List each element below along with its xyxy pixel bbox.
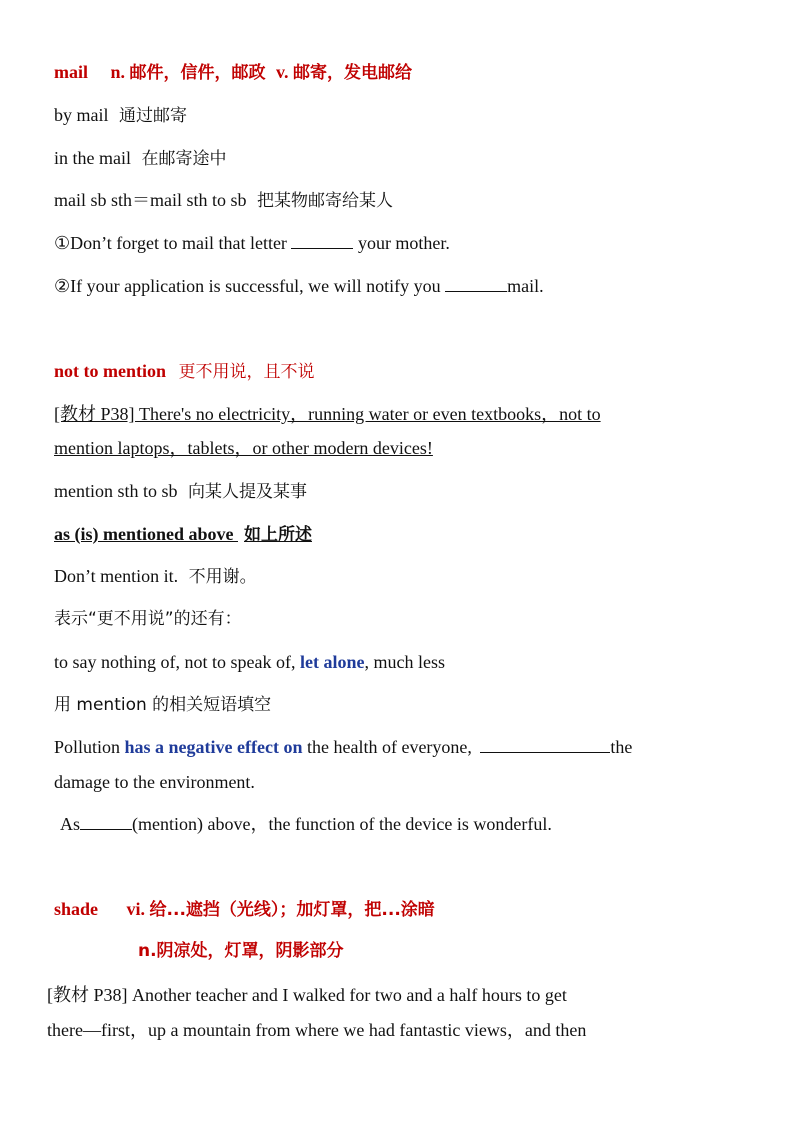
phrase-en: mail sb sth＝mail sth to sb bbox=[54, 190, 247, 210]
phrase-zh: 把某物邮寄给某人 bbox=[257, 191, 394, 211]
fill-blank[interactable] bbox=[80, 813, 132, 830]
mention-exercise-2 bbox=[60, 813, 552, 835]
phrase-en: by mail bbox=[54, 105, 109, 125]
headword-definition: 更不用说，且不说 bbox=[178, 362, 315, 382]
exercise-text: Pollution bbox=[54, 737, 121, 757]
headword-mail: mail bbox=[54, 62, 88, 82]
phrase-dont-mention-it bbox=[54, 565, 257, 588]
phrase-zh: 向某人提及某事 bbox=[188, 482, 308, 502]
shade-noun-definition: n.阴凉处，灯罩，阴影部分 bbox=[138, 941, 344, 961]
phrase-en: as (is) mentioned above bbox=[54, 524, 234, 544]
fill-blank[interactable] bbox=[291, 232, 353, 249]
fill-instruction bbox=[54, 693, 271, 716]
phrase-mail-sb-sth bbox=[54, 189, 393, 212]
synonyms-label: 表示“更不用说”的还有： bbox=[54, 609, 242, 629]
mail-heading bbox=[54, 61, 412, 84]
mail-exercise-1 bbox=[54, 232, 450, 254]
mail-exercise-2 bbox=[54, 275, 544, 297]
def-noun: 邮件，信件，邮政 bbox=[129, 63, 266, 83]
pos-verb: v. bbox=[276, 62, 289, 82]
phrase-by-mail bbox=[54, 104, 187, 127]
headword-shade: shade bbox=[54, 899, 99, 919]
mention-exercise-1-line-2: damage to the environment. bbox=[54, 772, 255, 792]
phrase-zh: 如上所述 bbox=[244, 525, 312, 545]
mention-exercise-1-line-1 bbox=[54, 736, 632, 758]
def-verb: 邮寄，发电邮给 bbox=[293, 63, 413, 83]
phrase-en: mention sth to sb bbox=[54, 481, 178, 501]
phrase-zh: 在邮寄途中 bbox=[141, 149, 227, 169]
exercise-text: mail. bbox=[507, 276, 544, 296]
phrase-en: in the mail bbox=[54, 148, 131, 168]
pos-vi: vi. bbox=[126, 899, 146, 919]
exercise-text: As bbox=[60, 814, 81, 834]
instruction-text: 用 mention 的相关短语填空 bbox=[54, 695, 272, 715]
exercise-text: the health of everyone, bbox=[306, 737, 472, 757]
phrase-as-mentioned-above bbox=[54, 523, 312, 546]
textbook-quote-line-1: [教材 P38] There's no electricity，running water or even textbooks，not to bbox=[54, 404, 601, 424]
exercise-number: ② bbox=[54, 276, 71, 296]
exercise-text: (mention) above，the function of the device is wonderful. bbox=[132, 814, 552, 834]
textbook-quote-line-2: mention laptops，tablets，or other modern devices! bbox=[54, 438, 433, 458]
shade-textbook-line-1: [教材 P38] Another teacher and I walked for two and a half hours to get bbox=[47, 985, 567, 1005]
phrase-mention-sth-to-sb bbox=[54, 480, 307, 503]
phrase-zh: 不用谢。 bbox=[188, 567, 257, 587]
fill-blank[interactable] bbox=[445, 275, 507, 292]
exercise-text: Don’t forget to mail that letter bbox=[70, 233, 287, 253]
synonyms-line bbox=[54, 651, 445, 673]
phrase-zh: 通过邮寄 bbox=[119, 106, 187, 126]
phrase-in-the-mail bbox=[54, 147, 226, 170]
headword-not-to-mention: not to mention bbox=[54, 361, 166, 381]
pos-noun: n. bbox=[110, 62, 126, 82]
fill-blank[interactable] bbox=[480, 736, 610, 753]
shade-textbook-line-2: there—first，up a mountain from where we had fantastic views，and then bbox=[47, 1020, 587, 1040]
phrase-en: Don’t mention it. bbox=[54, 566, 179, 586]
exercise-text: If your application is successful, we will notify you bbox=[70, 276, 441, 296]
exercise-highlight: has a negative effect on bbox=[124, 737, 303, 757]
synonym-text: , much less bbox=[364, 652, 445, 672]
exercise-number: ① bbox=[54, 233, 71, 253]
synonym-highlight: let alone bbox=[299, 652, 365, 672]
exercise-text: the bbox=[610, 737, 633, 757]
shade-heading bbox=[54, 898, 435, 921]
mention-heading bbox=[54, 360, 315, 383]
synonym-text: to say nothing of, not to speak of, bbox=[54, 652, 296, 672]
def-vi: 给...遮挡（光线）；加灯罩，把...涂暗 bbox=[149, 900, 435, 920]
exercise-text: your mother. bbox=[357, 233, 450, 253]
